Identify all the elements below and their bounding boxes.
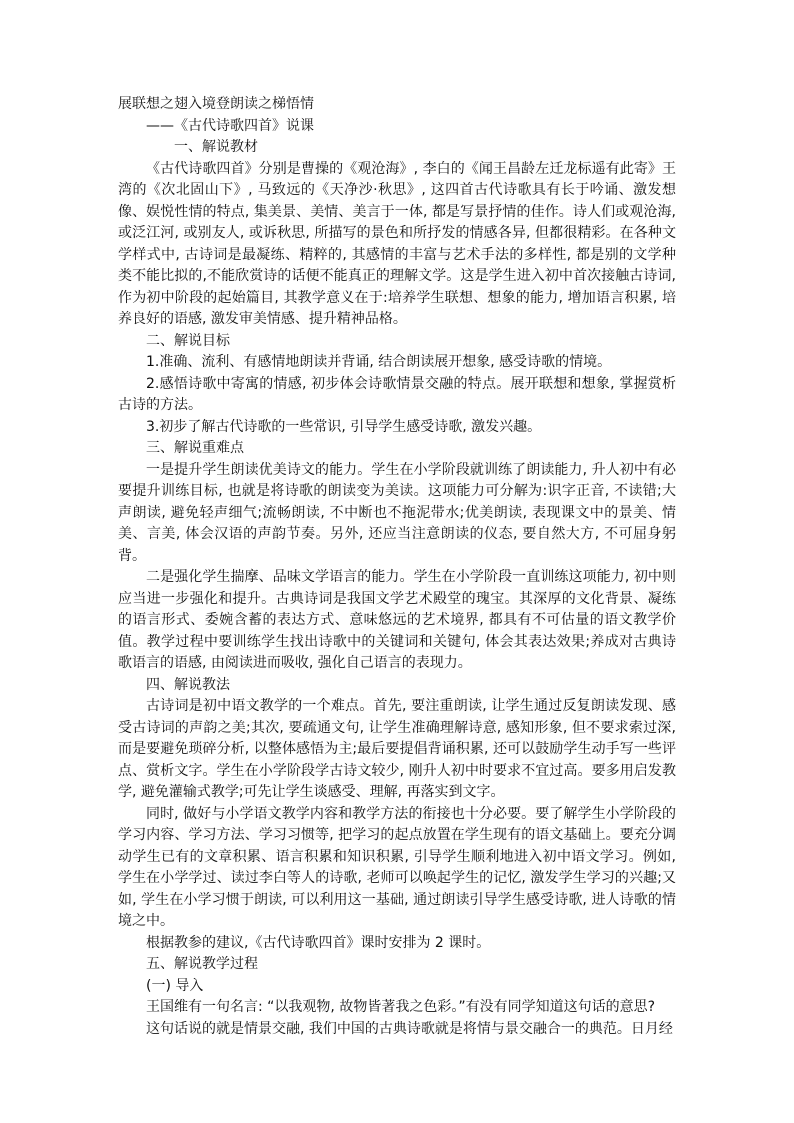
section-heading-3: 三、解说重难点 — [146, 440, 244, 456]
objective-item-1: 1.准确、流利、有感情地朗读并背诵, 结合朗读展开想象, 感受诗歌的情境。 — [146, 354, 612, 370]
document-subtitle: ——《古代诗歌四首》说课 — [146, 117, 314, 134]
objective-item-2: 2.感悟诗歌中寄寓的情感, 初步体会诗歌情景交融的特点。展开联想和想象, 掌握赏析古诗的方法。 — [118, 375, 676, 413]
paragraph-schedule: 根据教参的建议,《古代诗歌四首》课时安排为 2 课时。 — [146, 934, 491, 951]
objective-item-3: 3.初步了解古代诗歌的一些常识, 引导学生感受诗歌, 激发兴趣。 — [146, 418, 542, 435]
section-heading-2: 二、解说目标 — [146, 332, 230, 349]
paragraph-key-point-2: 二是强化学生揣摩、品味文学语言的能力。学生在小学阶段一直训练这项能力, 初中则应当进一步强化和提升。古典诗词是我国文学艺术殿堂的瑰宝。其深厚的文化背景、凝练的语言形式、委婉含蓄的表达方式、意味悠远的艺术境界, 都具有不可估量的语文教学价值。教学过程中要训练学生找出诗歌中的关键词和关键句, 体会其表达效果;养成对古典诗歌语言的语感, 由阅读进而吸收, 强化自己语言的表现力。 — [118, 569, 676, 671]
paragraph-intro-quote: 王国维有一句名言: “以我观物, 故物皆著我之色彩。”有没有同学知道这句话的意思? — [146, 999, 656, 1015]
document-page — [118, 94, 676, 1040]
section-heading-1: 一、解说教材 — [174, 139, 258, 155]
section-heading-4: 四、解说教法 — [146, 676, 230, 693]
section-heading-5: 五、解说教学过程 — [146, 956, 258, 972]
paragraph-intro-explanation: 这句话说的就是情景交融, 我们中国的古典诗歌就是将情与景交融合一的典范。日月经 — [146, 1020, 673, 1037]
paragraph-teaching-material: 《古代诗歌四首》分别是曹操的《观沧海》, 李白的《闻王昌龄左迁龙标遥有此寄》王湾的《次北固山下》, 马致远的《天净沙·秋思》, 这四首古代诗歌具有长于吟诵、激发想像、娱悦性情的特点, 集美景、美情、美言于一体, 都是写景抒情的佳作。诗人们或观沧海, 或泛江河, 或别友人, 或诉秋思, 所描写的景色和所抒发的情感各异, 但都很精彩。在各种文学样式中, 古诗词是最凝练、精粹的, 其感情的丰富与艺术手法的多样性, 都是别的文学种类不能比拟的,不能欣赏诗的话便不能真正的理解文学。这是学生进入初中首次接触古诗词, 作为初中阶段的起始篇目, 其教学意义在于:培养学生联想、想象的能力, 增加语言积累, 培养良好的语感, 激发审美情感、提升精神品格。 — [118, 160, 676, 327]
paragraph-method-1: 古诗词是初中语文教学的一个难点。首先, 要注重朗读, 让学生通过反复朗读发现、感受古诗词的声韵之美;其次, 要疏通文句, 让学生准确理解诗意, 感知形象, 但不要求索过深, 而是要避免琐碎分析, 以整体感悟为主;最后要提倡背诵积累, 还可以鼓励学生动手写一些评点、赏析文字。学生在小学阶段学古诗文较少, 刚升人初中时要求不宜过高。要多用启发教学, 避免灌输式教学;可先让学生谈感受、理解, 再落实到文字。 — [118, 698, 676, 800]
document-title: 展联想之翅入境登朗读之梯悟情 — [118, 96, 314, 112]
paragraph-method-2: 同时, 做好与小学语文教学内容和教学方法的衔接也十分必要。要了解学生小学阶段的学习内容、学习方法、学习习惯等, 把学习的起点放置在学生现有的语文基础上。要充分调动学生已有的文章积累、语言积累和知识积累, 引导学生顺利地进入初中语文学习。例如, 学生在小学学过、读过李白等人的诗歌, 老师可以唤起学生的记忆, 激发学生学习的兴趣;又如, 学生在小学习惯于朗读, 可以利用这一基础, 通过朗读引导学生感受诗歌, 进人诗歌的情境之中。 — [118, 805, 676, 929]
paragraph-key-point-1: 一是提升学生朗读优美诗文的能力。学生在小学阶段就训练了朗读能力, 升人初中有必要提升训练目标, 也就是将诗歌的朗读变为美读。这项能力可分解为:识字正音, 不读错;大声朗读, 避免轻声细气;流畅朗读, 不中断也不拖泥带水;优美朗读, 表现课文中的景美、情美、言美, 体会汉语的声韵节奏。另外, 还应当注意朗读的仪态, 要自然大方, 不可屈身躬背。 — [118, 461, 676, 564]
subsection-heading-intro: (一) 导入 — [146, 977, 204, 994]
